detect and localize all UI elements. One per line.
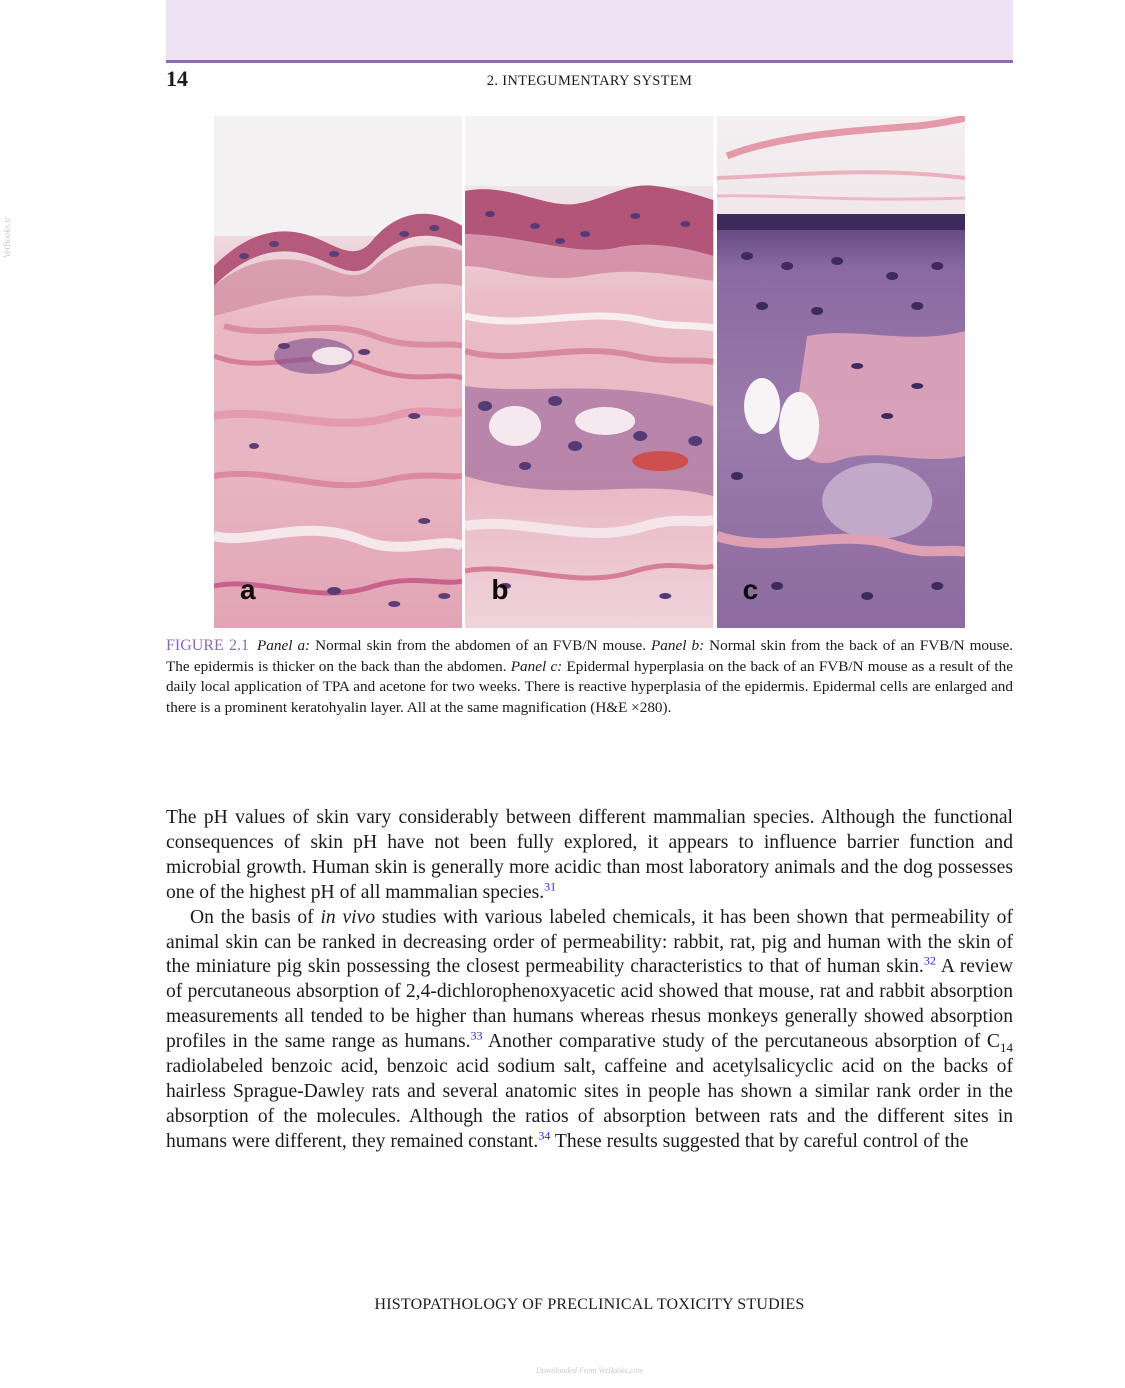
side-watermark: VetBooks.ir (2, 216, 12, 258)
figure-panel-c (717, 116, 965, 628)
header-band (166, 0, 1013, 63)
figure-caption (166, 636, 1013, 718)
reference-33[interactable]: 33 (470, 1028, 483, 1043)
caption-panel-c-label: Panel c: (510, 657, 563, 675)
figure-panel-a (214, 116, 462, 628)
caption-panel-b-text: Normal skin from the back of an FVB/N mouse. The epidermis is thicker on the back than the abdomen. (166, 637, 1014, 675)
panel-letter-c: c (742, 574, 759, 605)
caption-panel-a-text: Normal skin from the abdomen of an FVB/N mouse. (310, 637, 652, 654)
download-watermark: Downloaded From VetBooks.com (535, 1366, 644, 1375)
figure-2-1 (214, 116, 965, 628)
reference-32[interactable]: 32 (923, 953, 936, 968)
caption-panel-c-text: Epidermal hyperplasia on the back of an FVB/N mouse as a result of the daily local application of TPA and acetone for two weeks. There is reactive hyperplasia of the epidermis. Epidermal cells are enlarged and there is a prominent keratohyalin layer. All at the same magnification (H&E ×280). (166, 657, 1013, 716)
running-head: 2. INTEGUMENTARY SYSTEM (486, 73, 693, 89)
figure-panel-b (465, 116, 713, 628)
paragraph-2-italic: in vivo (320, 906, 376, 928)
reference-31[interactable]: 31 (544, 879, 557, 894)
caption-panel-a-label: Panel a: (257, 637, 311, 654)
paragraph-2-text-d: Another comparative study of the percutaneous absorption of C (482, 1031, 1000, 1053)
carbon-14-subscript: 14 (1000, 1040, 1013, 1056)
paragraph-2-text-b: studies with various labeled chemicals, it has been shown that permeability of animal skin can be ranked in decreasing order of permeability: rabbit, rat, pig and human with the skin of the miniature pig skin possessing the closest permeability characteristics to that of human skin. (166, 906, 1013, 978)
paragraph-2 (166, 906, 1013, 1155)
histology-image-a (214, 116, 462, 628)
paragraph-1-text: The pH values of skin vary considerably between different mammalian species. Although the functional consequences of skin pH have not been fully explored, it appears to influence barrier function and microbial growth. Human skin is generally more acidic than most laboratory animals and the dog possesses one of the highest pH of all mammalian species. (166, 807, 1013, 903)
reference-34[interactable]: 34 (538, 1128, 551, 1143)
histology-image-b (465, 116, 713, 628)
paragraph-2-text-e: radiolabeled benzoic acid, benzoic acid sodium salt, caffeine and acetylsalicyclic acid on the backs of hairless Sprague-Dawley rats and several anatomic sites in people has shown a similar rank order in the absorption of the molecules. Although the ratios of absorption between rats and the different sites in humans were different, they remained constant. (166, 1056, 1013, 1152)
paragraph-1 (166, 806, 1013, 906)
panel-letter-b: b (491, 574, 509, 605)
figure-label: FIGURE 2.1 (166, 637, 250, 654)
histology-image-c (717, 116, 965, 628)
panel-letter-a: a (240, 574, 256, 605)
paragraph-2-text-f: These results suggested that by careful control of the (550, 1130, 969, 1152)
page-number: 14 (166, 66, 188, 91)
footer-title: HISTOPATHOLOGY OF PRECLINICAL TOXICITY STUDIES (374, 1296, 805, 1313)
paragraph-2-text-c: A review of percutaneous absorption of 2,4-dichlorophenoxyacetic acid showed that mouse, rat and rabbit absorption measurements all tended to be higher than humans whereas rhesus monkeys generally showed absorption profiles in the same range as humans. (166, 956, 1014, 1053)
caption-panel-b-label: Panel b: (651, 637, 705, 654)
paragraph-2-text-a: On the basis of (190, 906, 321, 928)
body-text (166, 806, 1013, 1155)
